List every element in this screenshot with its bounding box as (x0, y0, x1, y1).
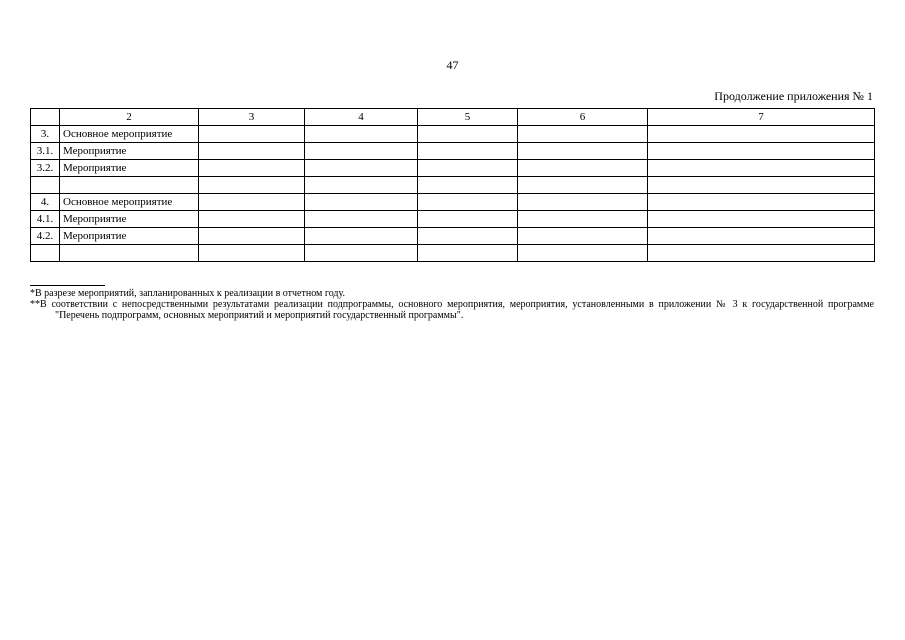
footnote-1: *В разрезе мероприятий, запланированных к реализации в отчетном году. (30, 288, 346, 299)
row-name: Основное мероприятие (60, 194, 199, 211)
table-cell (305, 245, 418, 262)
table-cell (648, 177, 875, 194)
row-number: 3.1. (31, 143, 60, 160)
row-name (60, 177, 199, 194)
table-cell (305, 194, 418, 211)
header-cell-7: 7 (648, 109, 875, 126)
appendix-continuation-note: Продолжение приложения № 1 (714, 89, 873, 103)
header-cell-3: 3 (199, 109, 305, 126)
table-cell (199, 177, 305, 194)
header-cell-4: 4 (305, 109, 418, 126)
header-cell-5: 5 (418, 109, 518, 126)
row-name: Мероприятие (60, 211, 199, 228)
table-cell (305, 228, 418, 245)
table-row (31, 126, 875, 143)
table-cell (518, 143, 648, 160)
table-cell (518, 228, 648, 245)
table-cell (648, 126, 875, 143)
row-name (60, 245, 199, 262)
table-cell (305, 143, 418, 160)
row-number: 3.2. (31, 160, 60, 177)
table-cell (648, 245, 875, 262)
table-cell (648, 211, 875, 228)
table-cell (199, 143, 305, 160)
header-cell-1 (31, 109, 60, 126)
page-number: 47 (446, 58, 459, 72)
row-number: 3. (31, 126, 60, 143)
table-row (31, 228, 875, 245)
table-cell (418, 177, 518, 194)
table-cell (518, 245, 648, 262)
header-cell-6: 6 (518, 109, 648, 126)
table-row (31, 245, 875, 262)
table-cell (518, 126, 648, 143)
footnotes (30, 288, 874, 321)
table-cell (648, 143, 875, 160)
row-number: 4.1. (31, 211, 60, 228)
table-cell (518, 160, 648, 177)
report-table (30, 108, 875, 262)
table-cell (418, 143, 518, 160)
table-row (31, 143, 875, 160)
row-number: 4.2. (31, 228, 60, 245)
table-cell (418, 194, 518, 211)
table-cell (418, 211, 518, 228)
row-number (31, 245, 60, 262)
table-cell (199, 228, 305, 245)
table-cell (199, 160, 305, 177)
table-row (31, 177, 875, 194)
table-cell (199, 126, 305, 143)
table-row (31, 160, 875, 177)
table-cell (199, 194, 305, 211)
table-cell (648, 228, 875, 245)
footnote-separator (30, 285, 105, 286)
table-cell (518, 211, 648, 228)
table-cell (648, 160, 875, 177)
table-cell (305, 126, 418, 143)
table-cell (518, 177, 648, 194)
row-name: Основное мероприятие (60, 126, 199, 143)
table-cell (418, 126, 518, 143)
header-cell-2: 2 (60, 109, 199, 126)
row-number: 4. (31, 194, 60, 211)
table-cell (418, 160, 518, 177)
row-name: Мероприятие (60, 160, 199, 177)
table-cell (199, 245, 305, 262)
table-header-row (31, 109, 875, 126)
row-name: Мероприятие (60, 143, 199, 160)
table-cell (418, 228, 518, 245)
table-cell (305, 177, 418, 194)
row-name: Мероприятие (60, 228, 199, 245)
table-cell (418, 245, 518, 262)
table-cell (199, 211, 305, 228)
table-cell (648, 194, 875, 211)
table-cell (305, 160, 418, 177)
table-cell (518, 194, 648, 211)
table-row (31, 194, 875, 211)
table-row (31, 211, 875, 228)
table-cell (305, 211, 418, 228)
row-number (31, 177, 60, 194)
footnote-2: **В соответствии с непосредственными результатами реализации подпрограммы, основного мероприятия, мероприятия, установленными в приложении № 3 к государственной программе "Перечень подпрограмм, основных мероприятий и мероприятий государственный программы". (30, 299, 874, 321)
